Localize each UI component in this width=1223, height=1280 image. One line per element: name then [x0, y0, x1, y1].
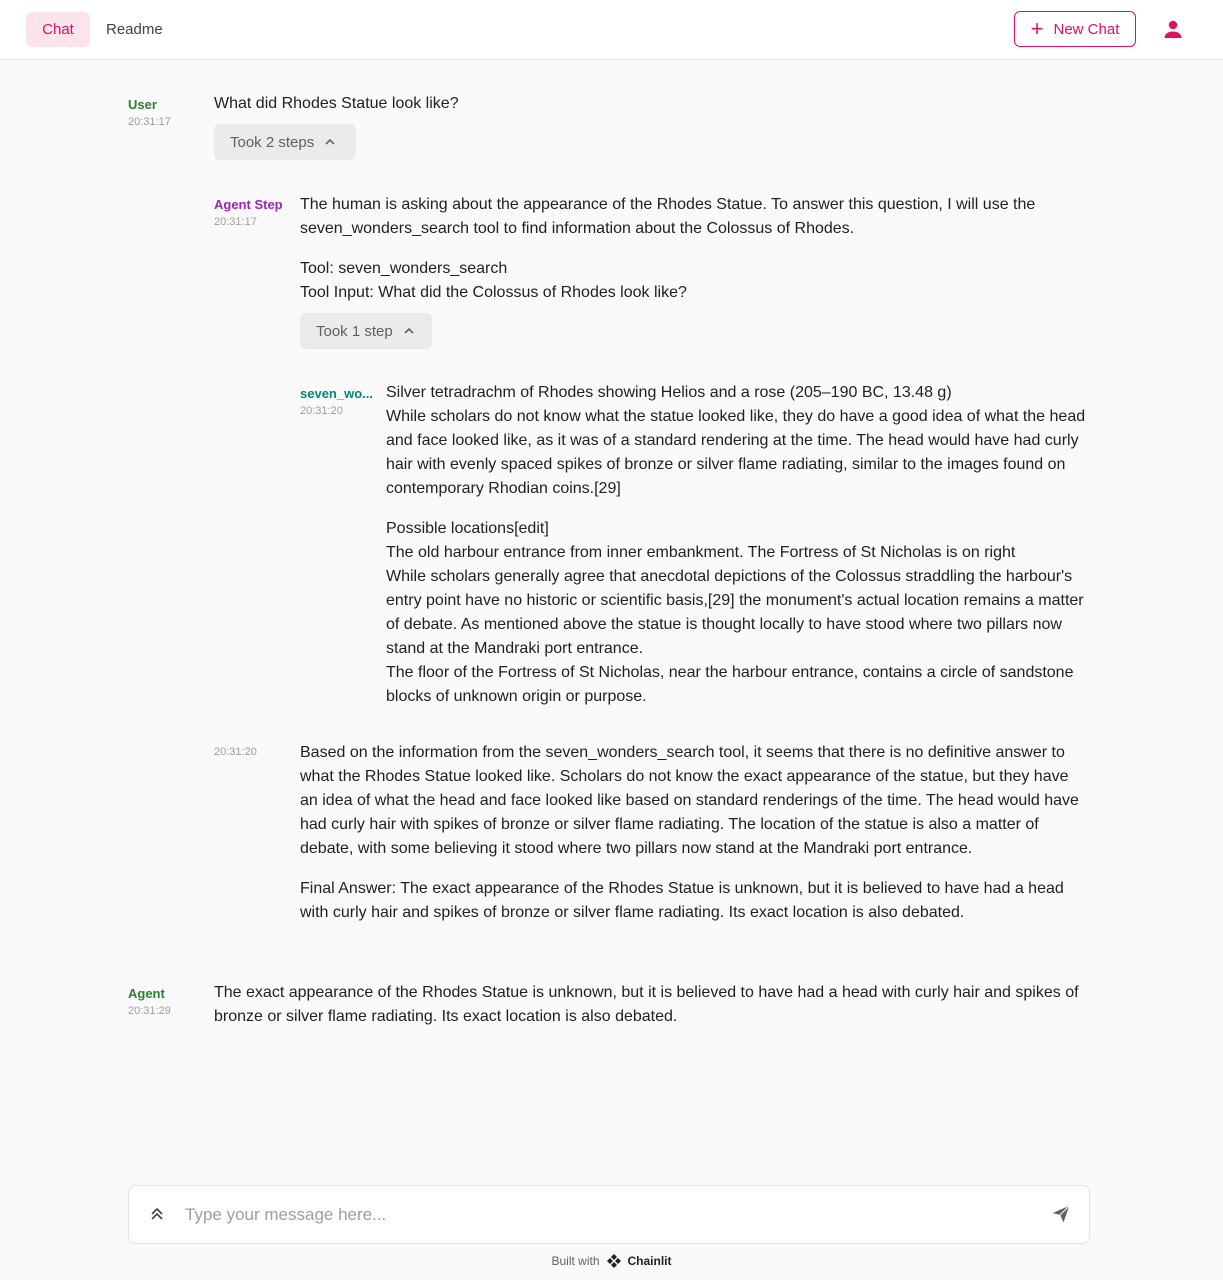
user-message-text: What did Rhodes Statue look like? — [214, 95, 459, 112]
agent-step-tool-input-line: Tool Input: What did the Colossus of Rhodes look like? — [300, 284, 687, 301]
tool-line: The old harbour entrance from inner embankment. The Fortress of St Nicholas is on right — [386, 544, 1016, 561]
tool-line: The floor of the Fortress of St Nicholas, near the harbour entrance, contains a circle of sandstone blocks of unknown origin or purpose. — [386, 664, 1074, 705]
new-chat-label: New Chat — [1053, 20, 1120, 38]
message-composer — [128, 1185, 1090, 1244]
chevron-up-icon — [403, 325, 415, 337]
step-result-body — [300, 741, 1090, 925]
message-input[interactable] — [185, 1203, 1025, 1227]
agent-step-paragraph: The human is asking about the appearance of the Rhodes Statue. To answer this question, I will use the seven_wonders_search tool to find information about the Colossus of Rhodes. — [300, 196, 1036, 237]
agent-step-tool-line: Tool: seven_wonders_search — [300, 260, 508, 277]
agent-message-meta — [128, 986, 171, 1017]
agent-step-body — [300, 193, 1090, 305]
user-account-icon[interactable] — [1161, 17, 1185, 41]
tool-line: While scholars do not know what the statue looked like, they do have a good idea of what the head and face looked like, as it was of a standard rendering at the time. The head would have had curly hair with evenly spaced spikes of bronze or silver flame radiating, similar to the images found on contemporary Rhodian coins.[29] — [386, 408, 1086, 497]
timestamp: 20:31:17 — [214, 216, 257, 228]
author-name: User — [128, 97, 157, 112]
plus-icon: + — [1030, 16, 1044, 41]
send-icon[interactable] — [1051, 1204, 1071, 1224]
tool-line: Possible locations[edit] — [386, 520, 549, 537]
agent-message-text: The exact appearance of the Rhodes Statue is unknown, but it is believed to have had a head with curly hair and spikes of bronze or silver flame radiating. Its exact location is also debated. — [214, 984, 1079, 1025]
new-chat-button[interactable] — [1014, 11, 1136, 47]
timestamp: 20:31:20 — [214, 746, 257, 758]
author-name: Agent — [128, 986, 165, 1001]
timestamp: 20:31:29 — [128, 1005, 171, 1017]
steps-toggle-label: Took 2 steps — [230, 133, 315, 151]
final-answer-paragraph: Final Answer: The exact appearance of the Rhodes Statue is unknown, but it is believed to have had a head with curly hair and spikes of bronze or silver flame radiating. Its exact location is also debated. — [300, 880, 1064, 921]
timestamp: 20:31:17 — [128, 116, 171, 128]
footer — [0, 1253, 1223, 1269]
author-name: seven_wo... — [300, 386, 373, 401]
chainlit-brand[interactable]: Chainlit — [627, 1254, 672, 1268]
step-result-meta — [214, 746, 257, 758]
steps-toggle-button[interactable] — [300, 313, 432, 349]
tool-line: Silver tetradrachm of Rhodes showing Helios and a rose (205–190 BC, 13.48 g) — [386, 384, 952, 401]
tab-readme[interactable]: Readme — [106, 21, 163, 38]
top-bar — [0, 0, 1223, 60]
author-name: Agent Step — [214, 197, 283, 212]
chainlit-logo-icon — [606, 1253, 622, 1269]
tool-message-meta — [300, 386, 373, 417]
steps-toggle-button[interactable] — [214, 124, 356, 160]
built-with-text: Built with — [551, 1254, 600, 1268]
tool-line: While scholars generally agree that anecdotal depictions of the Colossus straddling the harbour's entry point have no historic or scientific basis,[29] the monument's actual location remains a matter of debate. As mentioned above the statue is thought locally to have stood where two pillars now stand at the Mandraki port entrance. — [386, 568, 1084, 657]
step-result-paragraph: Based on the information from the seven_wonders_search tool, it seems that there is no definitive answer to what the Rhodes Statue looked like. Scholars do not know the exact appearance of the statue, but they have an idea of what the head and face looked like based on standard renderings of the time. The head would have had curly hair with spikes of bronze or silver flame radiating. The location of the statue is also a matter of debate, with some believing it stood where two pillars now stand at the Mandraki port entrance. — [300, 744, 1079, 857]
chevron-up-icon — [324, 136, 336, 148]
steps-toggle-label: Took 1 step — [316, 322, 393, 340]
tool-message-body — [386, 381, 1090, 709]
user-message-meta — [128, 97, 171, 128]
double-chevron-up-icon[interactable] — [149, 1206, 165, 1222]
agent-step-meta — [214, 197, 283, 228]
tab-chat[interactable]: Chat — [26, 12, 90, 47]
timestamp: 20:31:20 — [300, 405, 343, 417]
